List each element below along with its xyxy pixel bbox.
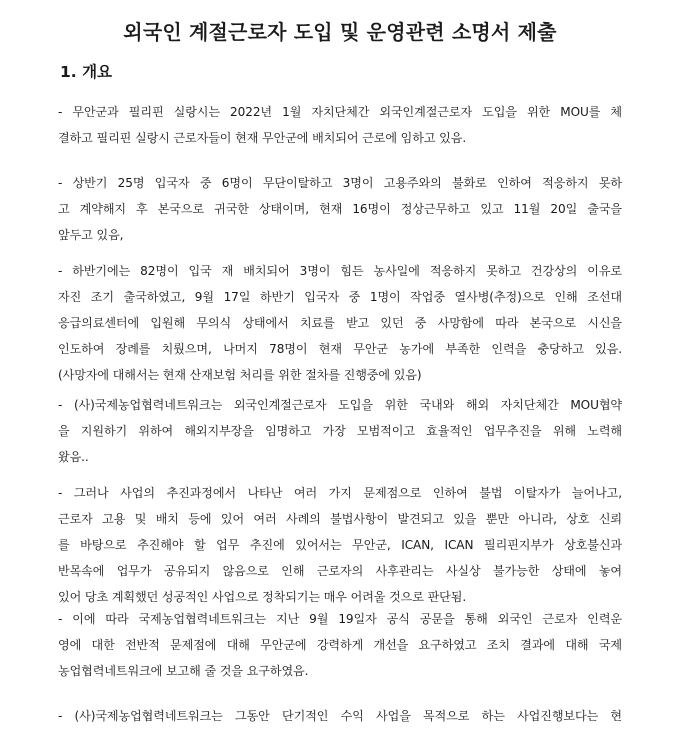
paragraph-line: - (사)국제농업협력네트워크는 그동안 단기적인 수익 사업을 목적으로 하는 사업진행보다는 현 xyxy=(58,709,622,723)
paragraph-line: - (사)국제농업협력네트워크는 외국인계절근로자 도입을 위한 국내와 해외 자치단체간 MOU협약 xyxy=(58,398,622,412)
paragraph-line: 를 바탕으로 추진해야 할 업무 추진에 있어서는 무안군, ICAN, ICAN 필리핀지부가 상호불신과 xyxy=(58,538,622,552)
paragraph-1 xyxy=(58,99,622,151)
paragraph-7 xyxy=(58,703,622,729)
paragraph-line: 반목속에 업무가 공유되지 않음으로 인해 근로자의 사후관리는 사실상 불가능한 상태에 놓여 xyxy=(58,564,622,578)
paragraph-3 xyxy=(58,258,622,388)
paragraph-line: 을 지원하기 위하여 해외지부장을 임명하고 가장 모범적이고 효율적인 업무추진을 위해 노력해 xyxy=(58,424,622,438)
paragraph-line: 왔음.. xyxy=(58,450,89,464)
paragraph-line: 근로자 고용 및 배치 등에 있어 여러 사례의 불법사항이 발견되고 있을 뿐만 아니라, 상호 신뢰 xyxy=(58,512,622,526)
paragraph-line: 인도하여 장례를 치뤘으며, 나머지 78명이 현재 무안군 농가에 부족한 인력을 충당하고 있음. xyxy=(58,342,622,356)
paragraph-line: - 상반기 25명 입국자 중 6명이 무단이탈하고 3명이 고용주와의 불화로 인하여 적응하지 못하 xyxy=(58,176,622,190)
paragraph-line: 응급의료센터에 입원해 무의식 상태에서 치료를 받고 있던 중 사망함에 따라 본국으로 시신을 xyxy=(58,316,622,330)
paragraph-line: 영에 대한 전반적 문제점에 대해 무안군에 강력하게 개선을 요구하였고 조치 결과에 대해 국제 xyxy=(58,638,622,652)
document-title: 외국인 계절근로자 도입 및 운영관련 소명서 제출 xyxy=(123,20,557,44)
paragraph-2 xyxy=(58,170,622,248)
paragraph-line: 있어 당초 계획했던 성공적인 사업으로 정착되기는 매우 어려울 것으로 판단됨. xyxy=(58,590,467,604)
paragraph-line: 자진 조기 출국하였고, 9월 17일 하반기 입국자 중 1명이 작업중 열사병(추정)으로 인해 조선대 xyxy=(58,290,622,304)
paragraph-6 xyxy=(58,606,622,684)
paragraph-line: - 하반기에는 82명이 입국 재 배치되어 3명이 힘든 농사일에 적응하지 못하고 건강상의 이유로 xyxy=(58,264,622,278)
paragraph-line: 농업협력네트워크에 보고해 줄 것을 요구하였음. xyxy=(58,664,309,678)
paragraph-line: - 무안군과 필리핀 실랑시는 2022년 1월 자치단체간 외국인계절근로자 도입을 위한 MOU를 체 xyxy=(58,105,622,119)
paragraph-line: 고 계약해지 후 본국으로 귀국한 상태이며, 현재 16명이 정상근무하고 있고 11월 20일 출국을 xyxy=(58,202,622,216)
paragraph-4 xyxy=(58,392,622,470)
paragraph-line: 결하고 필리핀 실랑시 근로자들이 현재 무안군에 배치되어 근로에 임하고 있음. xyxy=(58,131,467,145)
paragraph-5 xyxy=(58,480,622,610)
paragraph-line: - 그러나 사업의 추진과정에서 나타난 여러 가지 문제점으로 인하여 불법 이탈자가 늘어나고, xyxy=(58,486,622,500)
section-heading: 1. 개요 xyxy=(60,63,113,81)
paragraph-line: 앞두고 있음, xyxy=(58,228,124,242)
paragraph-line: - 이에 따라 국제농업협력네트워크는 지난 9월 19일자 공식 공문을 통해 외국인 근로자 인력운 xyxy=(58,612,622,626)
paragraph-line: (사망자에 대해서는 현재 산재보험 처리를 위한 절차를 진행중에 있음) xyxy=(58,368,422,382)
